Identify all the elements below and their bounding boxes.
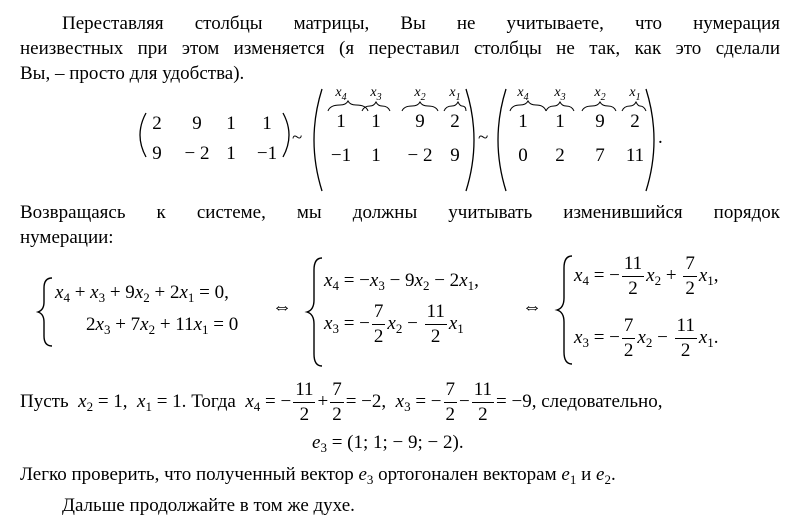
consequently-word: , следовательно, [531, 390, 663, 412]
matrix-c-label: $x_1$ [629, 85, 641, 103]
matrix-b-label: $x_2$ [414, 85, 426, 103]
system-2-eq-2: $x_3$ = − $\frac{7}{2}$ $x_2$ − $\frac{11}{2}$ $x_1$ [324, 301, 464, 347]
paragraph-4: Легко проверить, что полученный вектор $e_3$ ортогонален векторам $e_1$ и $e_2$. [20, 464, 616, 487]
matrices-row [0, 85, 800, 195]
vector-e3: $e_3 = (1$; 1; − 9; − 2). [312, 432, 464, 455]
matrix-c-cell: 0 [518, 145, 528, 166]
equiv-2: ⇔ [522, 296, 542, 318]
matrix-a-cell: 1 [226, 143, 236, 164]
system-3-eq-1: $x_4$ = − $\frac{11}{2}$ $x_2$ + $\frac{7}{2}$ $x_1$, [574, 253, 719, 299]
matrix-b-cell: 1 [371, 111, 381, 132]
matrix-a-cell: 9 [152, 143, 162, 164]
matrix-a-cell: 1 [262, 113, 272, 134]
matrix-a-cell: 1 [226, 113, 236, 134]
matrix-period: . [658, 127, 663, 148]
paragraph-1-line-1: Переставляя столбцы матрицы, Вы не учитываете, что нумерация [62, 13, 780, 34]
matrix-b-cell: 1 [371, 145, 381, 166]
paragraph-2-line-2: нумерации: [20, 227, 114, 248]
paragraph-3-line-1: Пусть $x_2 = 1$, $x_1 = 1$. Тогда $x_4$ = − $\frac{11}{2}$ + $\frac{7}{2}$ = −2, $x_3$ = − $\frac{7}{2}$ − $\frac{11}{2}$ = −9, следовательно, [20, 379, 663, 425]
matrix-b-cell: 2 [450, 111, 460, 132]
matrix-a-cell: −1 [256, 143, 278, 164]
matrix-a-cell: 2 [152, 113, 162, 134]
matrix-b-cell: −1 [330, 145, 352, 166]
paragraph-1-line-2: неизвестных при этом изменяется (я переставил столбцы не так, как это сделали [20, 38, 780, 59]
matrix-b-label: $x_4$ [335, 85, 347, 103]
matrix-c-cell: 2 [630, 111, 640, 132]
matrix-c-cell: 1 [518, 111, 528, 132]
tilde-2: ~ [478, 127, 489, 148]
matrix-b-label: $x_1$ [449, 85, 461, 103]
matrix-b-cell: 9 [450, 145, 460, 166]
matrix-c-label: $x_4$ [517, 85, 529, 103]
paragraph-1-line-3: Вы, – просто для удобства). [20, 63, 245, 84]
matrix-c-cell: 7 [595, 145, 605, 166]
matrix-c-label: $x_2$ [594, 85, 606, 103]
matrix-a-cell: − 2 [184, 143, 210, 164]
matrix-b-label: $x_3$ [370, 85, 382, 103]
paragraph-2-line-1: Возвращаясь к системе, мы должны учитывать изменившийся порядок [20, 202, 780, 223]
matrix-c-cell: 1 [555, 111, 565, 132]
matrix-b-cell: 1 [336, 111, 346, 132]
matrix-c-label: $x_3$ [554, 85, 566, 103]
matrix-b-cell: − 2 [407, 145, 433, 166]
matrix-c-cell: 9 [595, 111, 605, 132]
matrix-b-cell: 9 [415, 111, 425, 132]
equiv-1: ⇔ [272, 296, 292, 318]
matrix-c-cell: 11 [625, 145, 645, 166]
then-word: Тогда [191, 390, 236, 412]
system-1-eq-2: $2x_3 + 7x_2 + 11x_1 = 0$ [86, 314, 239, 337]
paragraph-5: Дальше продолжайте в том же духе. [62, 495, 355, 516]
system-3-eq-2: $x_3$ = − $\frac{7}{2}$ $x_2$ − $\frac{11}{2}$ $x_1$. [574, 315, 719, 361]
matrix-c-cell: 2 [555, 145, 565, 166]
lead-word: Пусть [20, 390, 69, 412]
tilde-1: ~ [292, 127, 303, 148]
matrix-a-cell: 9 [192, 113, 202, 134]
system-1-eq-1: $x_4 + x_3 + 9x_2 + 2x_1 = 0$, [55, 282, 229, 305]
system-2-eq-1: $x_4 = -x_3 - 9x_2 - 2x_1$, [324, 270, 479, 293]
